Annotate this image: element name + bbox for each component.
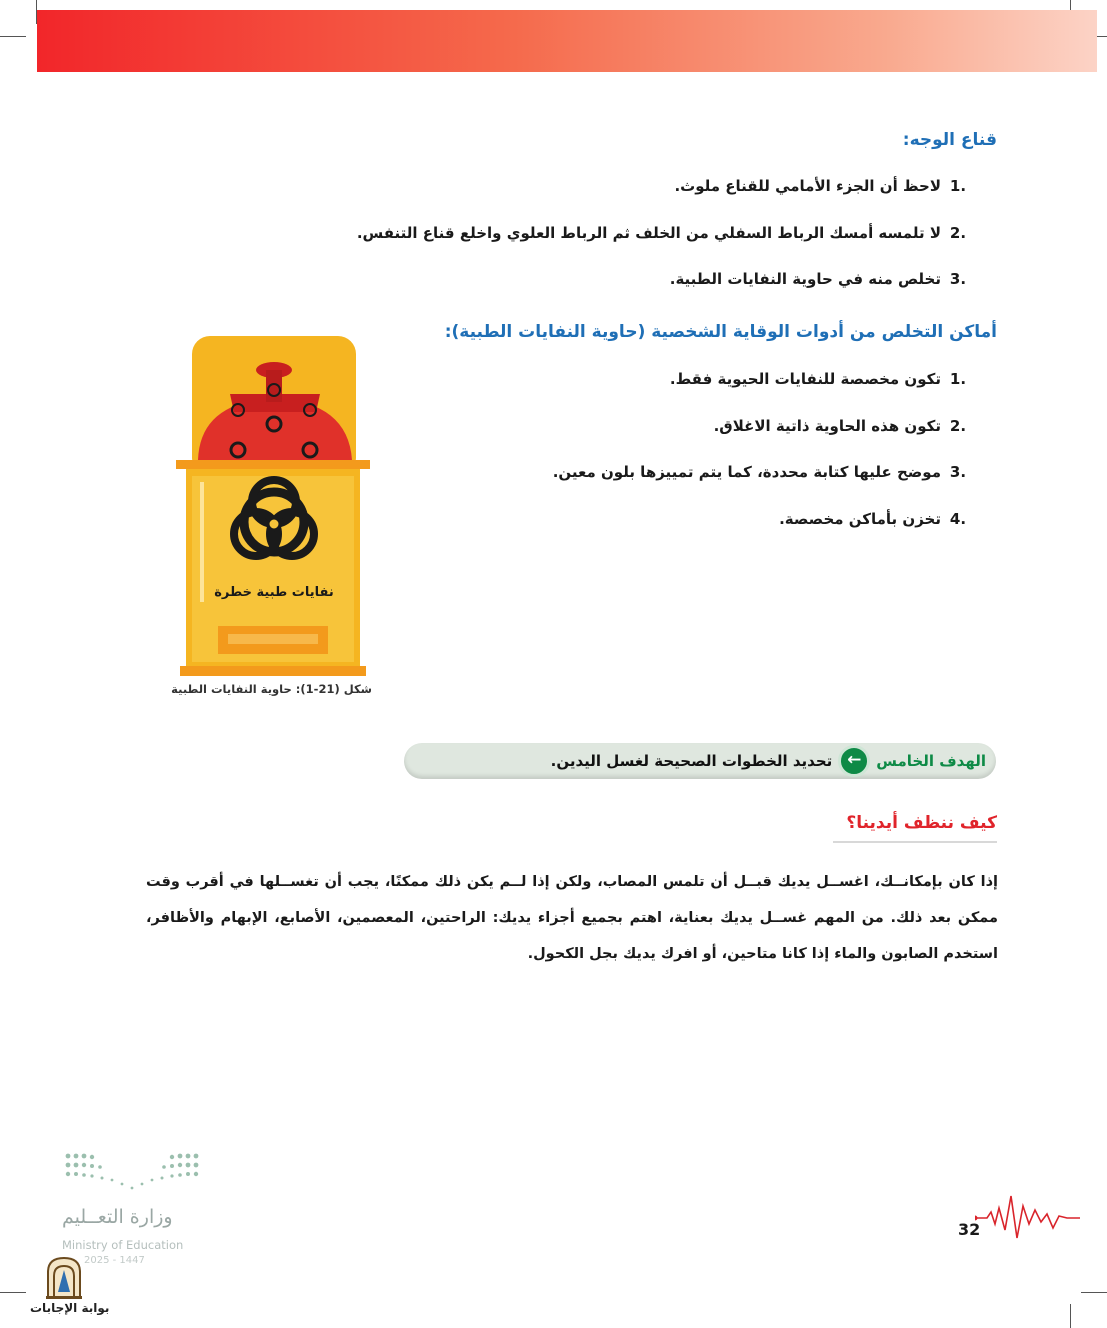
disposal-list (553, 356, 975, 542)
list-item: 3. تخلص منه في حاوية النفايات الطبية. (669, 270, 967, 289)
figure-caption: شكل (21-1): حاوية النفايات الطبية (171, 682, 372, 696)
objective-banner (404, 743, 996, 779)
ministry-name-english: Ministry of Education (62, 1238, 184, 1252)
crop-mark (0, 1292, 26, 1293)
list-item: 3. موضح عليها كتابة محددة، كما يتم تمييزها بلون معين. (552, 463, 967, 482)
arrow-left-icon: ← (838, 745, 870, 777)
heading-underline (833, 841, 997, 843)
crop-mark (1081, 1292, 1107, 1293)
header-banner (37, 10, 1097, 72)
ministry-logo-icon (62, 1150, 202, 1200)
gate-logo-icon (44, 1256, 84, 1300)
watermark-text: بوابة الإجابات (30, 1301, 110, 1315)
crop-mark (0, 36, 26, 37)
list-item: 2. لا تلمسه أمسك الرباط السفلي من الخلف ثم الرباط العلوي واخلع قناع التنفس. (356, 223, 967, 242)
container-label: نفايات طبية خطرة (214, 585, 334, 600)
list-item: 4. تخزن بأماكن مخصصة. (779, 509, 967, 528)
disposal-heading: أماكن التخلص من أدوات الوقاية الشخصية (حاوية النفايات الطبية): (444, 322, 997, 342)
face-mask-list (357, 163, 975, 303)
list-item: 1. تكون مخصصة للنفايات الحيوية فقط. (669, 370, 967, 389)
list-item: 2. تكون هذه الحاوية ذاتية الاغلاق. (713, 416, 967, 435)
face-mask-heading: قناع الوجه: (902, 130, 997, 150)
ministry-year: 2025 - 1447 (84, 1255, 145, 1266)
medical-waste-container (170, 332, 376, 678)
objective-label: الهدف الخامس (876, 752, 986, 770)
objective-text: تحديد الخطوات الصحيحة لغسل اليدين. (550, 752, 833, 770)
list-item: 1. لاحظ أن الجزء الأمامي للقناع ملوث. (674, 177, 967, 196)
heartbeat-icon (975, 1188, 1080, 1244)
hands-paragraph: إذا كان بإمكانــك، اغســل يديك قبــل أن تلمس المصاب، ولكن إذا لــم يكن ذلك ممكنًا، يجب أن تغســلها في أقرب وقت ممكن بعد ذلك. من المهم غســل يديك بعناية، اهتم بجميع أجزاء يديك: الراحتين، المعصمين، الأصابع، الإبهام والأظافر، استخدم الصابون والماء إذا كانا متاحين، أو افرك يديك بجل الكحول. (146, 874, 998, 962)
ministry-name-arabic: وزارة التعــليم (62, 1206, 173, 1228)
page-number: 32 (958, 1220, 981, 1239)
crop-mark (1070, 1304, 1071, 1328)
hands-heading: كيف ننظف أيدينا؟ (846, 813, 997, 833)
